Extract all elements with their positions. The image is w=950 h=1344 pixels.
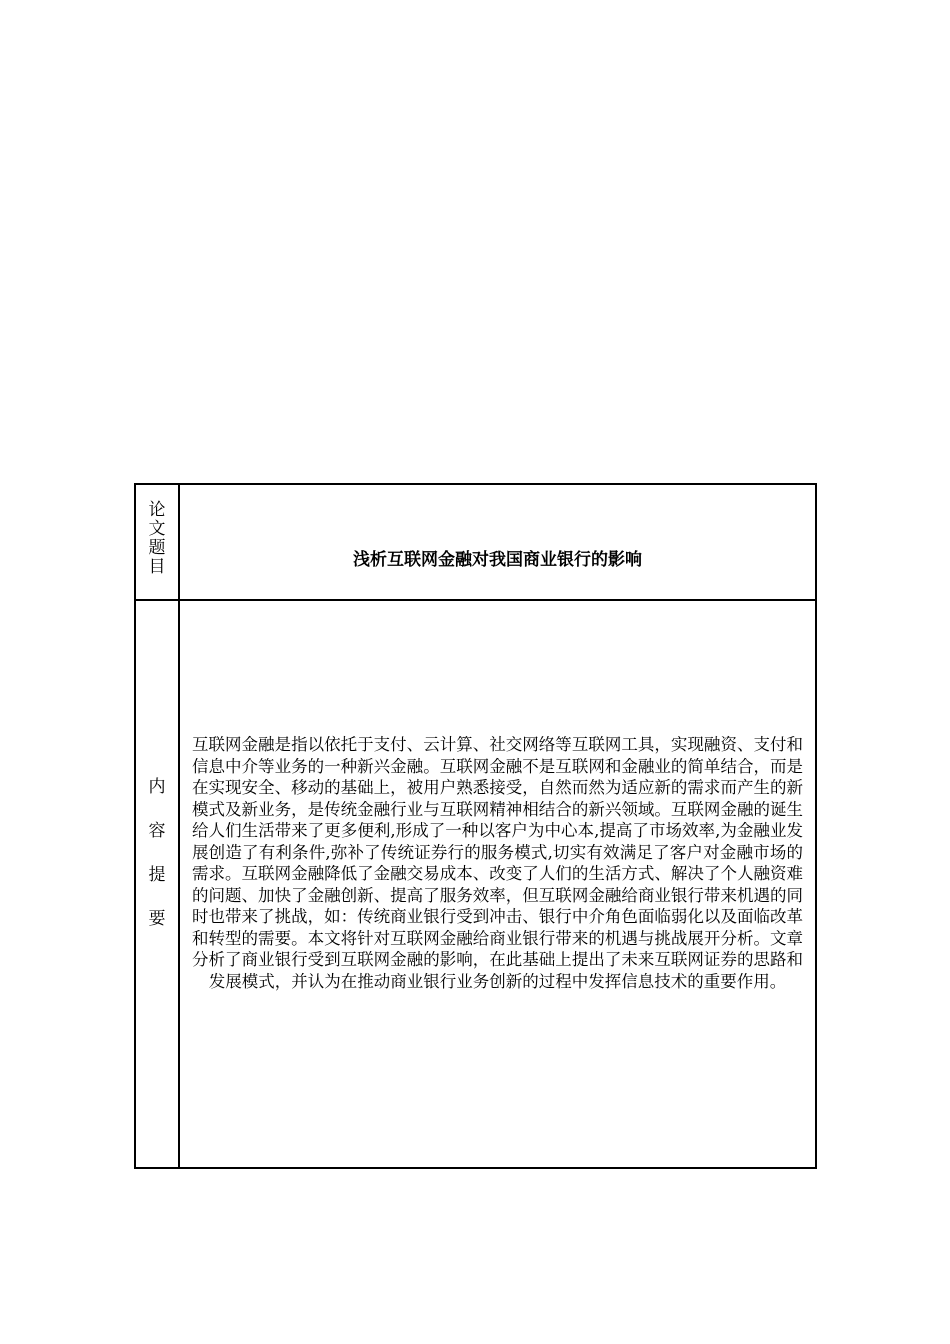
- title-label-cell: [136, 485, 180, 601]
- title-label: [136, 501, 178, 577]
- title-value-cell: [180, 485, 815, 601]
- abstract-value-cell: [180, 601, 815, 1167]
- abstract-label-char: 要: [148, 909, 166, 929]
- title-label-char: 文: [148, 519, 166, 539]
- title-label-char: 题: [148, 538, 166, 558]
- title-label-char: 论: [148, 500, 166, 520]
- abstract-label-cell: [136, 601, 180, 1167]
- abstract-label: [136, 765, 178, 941]
- abstract-label-char: 容: [148, 821, 166, 841]
- abstract-text: 互联网金融是指以依托于支付、云计算、社交网络等互联网工具，实现融资、支付和信息中介等业务的一种新兴金融。互联网金融不是互联网和金融业的简单结合，而是在实现安全、移动的基础上，被用户熟悉接受，自然而然为适应新的需求而产生的新模式及新业务，是传统金融行业与互联网精神相结合的新兴领域。互联网金融的诞生给人们生活带来了更多便利,形成了一种以客户为中心本,提高了市场效率,为金融业发展创造了有利条件,弥补了传统证券行的服务模式,切实有效满足了客户对金融市场的需求。互联网金融降低了金融交易成本、改变了人们的生活方式、解决了个人融资难的问题、加快了金融创新、提高了服务效率，但互联网金融给商业银行带来机遇的同时也带来了挑战，如：传统商业银行受到冲击、银行中介角色面临弱化以及面临改革和转型的需要。本文将针对互联网金融给商业银行带来的机遇与挑战展开分析。文章分析了商业银行受到互联网金融的影响，在此基础上提出了未来互联网证券的思路和发展模式，并认为在推动商业银行业务创新的过程中发挥信息技术的重要作用。: [192, 735, 803, 991]
- title-label-char: 目: [148, 557, 166, 577]
- abstract-label-char: 提: [148, 865, 166, 885]
- thesis-title: 浅析互联网金融对我国商业银行的影响: [353, 550, 642, 570]
- thesis-form-table: [134, 483, 817, 1169]
- abstract-label-char: 内: [148, 777, 166, 797]
